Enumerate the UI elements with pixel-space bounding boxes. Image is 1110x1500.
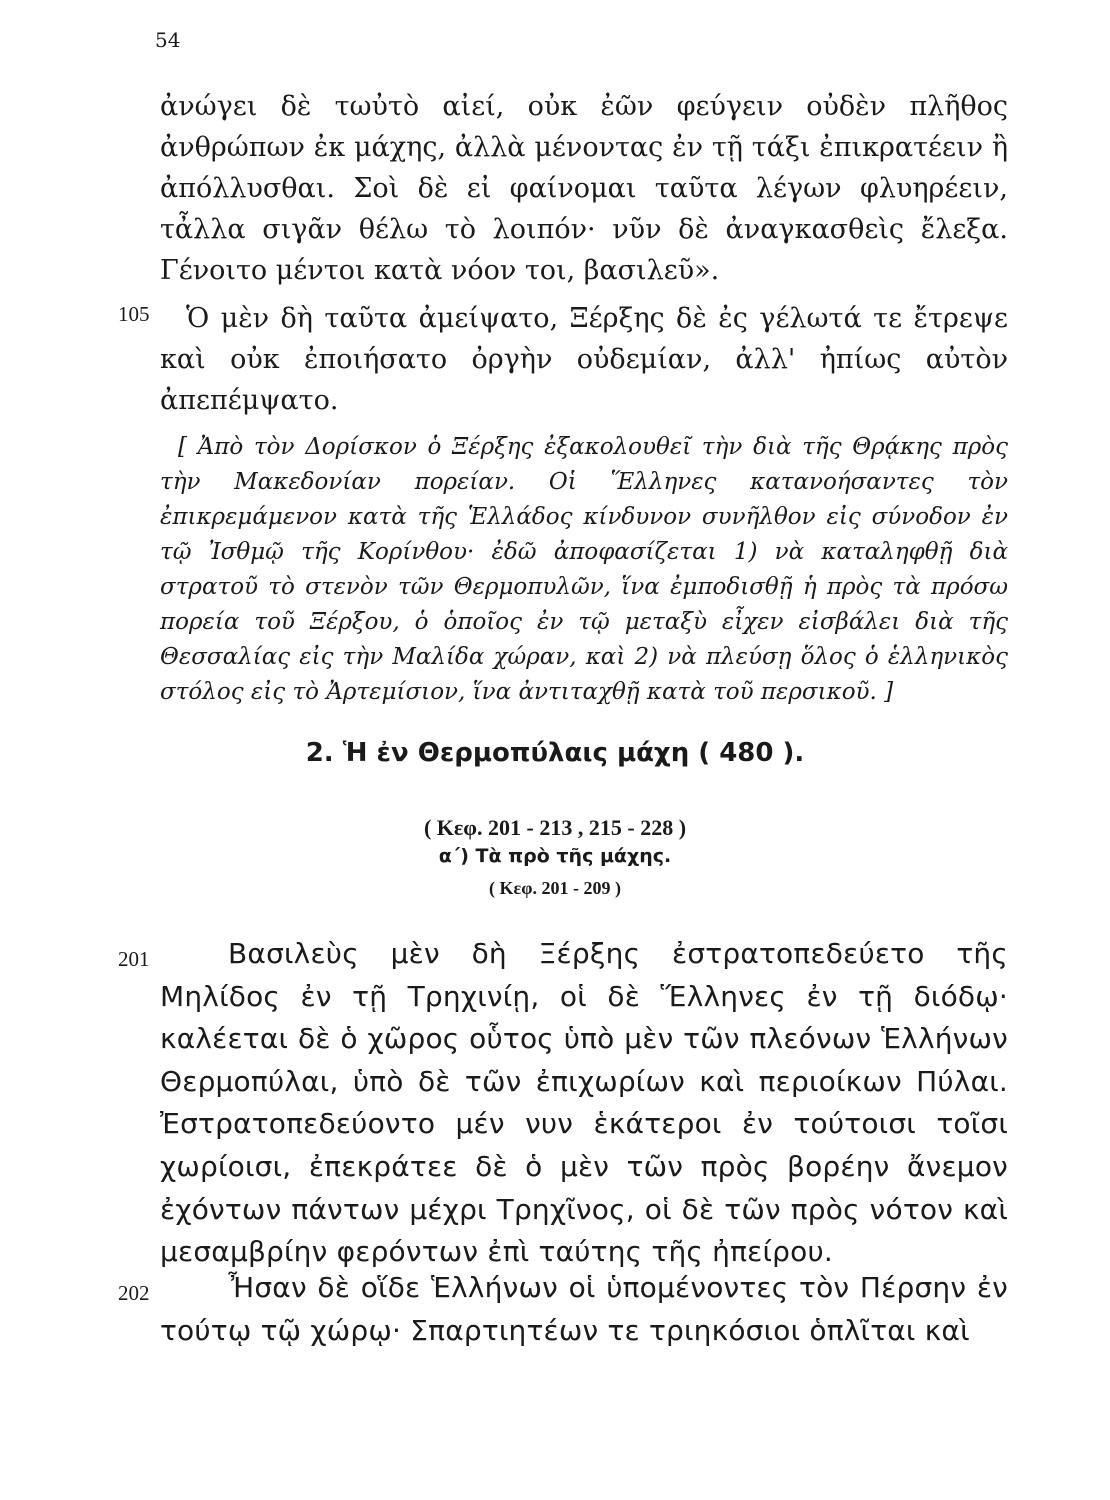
paragraph-202: Ἦσαν δὲ οἵδε Ἑλλήνων οἱ ὑπομένοντες τὸν Πέρσην ἐν τούτῳ τῷ χώρῳ· Σπαρτιητέων τε τριηκόσιοι ὁπλῖται καὶ	[160, 1271, 1008, 1347]
margin-number-105: 105	[118, 302, 150, 326]
paragraph-105: Ὁ μὲν δὴ ταῦτα ἀμείψατο, Ξέρξης δὲ ἐς γέλωτά τε ἔτρεψε καὶ οὐκ ἐποιήσατο ὀργὴν οὐδεμίαν, ἀλλ' ἠπίως αὐτὸν ἀπεπέμψατο.	[160, 303, 1008, 416]
section-chapters: ( Κεφ. 201 - 213 , 215 - 228 )	[423, 815, 687, 840]
subsection-title: α΄) Τὰ πρὸ τῆς μάχης.	[438, 845, 672, 867]
margin-number-201: 201	[118, 947, 150, 971]
paragraph-201: Βασιλεὺς μὲν δὴ Ξέρξης ἐστρατοπεδεύετο τῆς Μηλίδος ἐν τῇ Τρηχινίῃ, οἱ δὲ Ἕλληνες ἐν τῇ διόδῳ· καλέεται δὲ ὁ χῶρος οὗτος ὑπὸ μὲν τῶν πλεόνων Ἑλλήνων Θερμοπύλαι, ὑπὸ δὲ τῶν ἐπιχωρίων καὶ περιοίκων Πύλαι. Ἐστρατοπεδεύοντο μέν νυν ἑκάτεροι ἐν τούτοισι τοῖσι χωρίοισι, ἐπεκράτεε δὲ ὁ μὲν τῶν πρὸς βορέην ἄνεμον ἐχόντων πάντων μέχρι Τρηχῖνος, οἱ δὲ τῶν πρὸς νότον καὶ μεσαμβρίην φερόντων ἐπὶ ταύτης τῆς ἠπείρου.	[160, 937, 1008, 1269]
margin-number-202: 202	[118, 1281, 150, 1305]
section-title: 2. Ἡ ἐν Θερμοπύλαις μάχη ( 480 ).	[305, 738, 805, 768]
subsection-chapters: ( Κεφ. 201 - 209 )	[489, 878, 621, 898]
paragraph-continued: ἀνώγει δὲ τωὐτὸ αἰεί, οὐκ ἐῶν φεύγειν οὐδὲν πλῆθος ἀνθρώπων ἐκ μάχης, ἀλλὰ μένοντας ἐν τῇ τάξι ἐπικρατέειν ἢ ἀπόλλυσθαι. Σοὶ δὲ εἰ φαίνομαι ταῦτα λέγων φλυηρέειν, τἆλλα σιγᾶν θέλω τὸ λοιπόν· νῦν δὲ ἀναγκασθεὶς ἔλεξα. Γένοιτο μέντοι κατὰ νόον τοι, βασιλεῦ».	[160, 91, 1008, 286]
page-number: 54	[155, 28, 181, 52]
editor-note: [ Ἀπὸ τὸν Δορίσκον ὁ Ξέρξης ἐξακολουθεῖ τὴν διὰ τῆς Θρᾴκης πρὸς τὴν Μακεδονίαν πορείαν. Οἱ Ἕλληνες κατανοήσαντες τὸν ἐπικρεμάμενον κατὰ τῆς Ἑλλάδος κίνδυνον συνῆλθον εἰς σύνοδον ἐν τῷ Ἰσθμῷ τῆς Κορίνθου· ἐδῶ ἀποφασίζεται 1) νὰ καταληφθῇ διὰ στρατοῦ τὸ στενὸν τῶν Θερμοπυλῶν, ἵνα ἐμποδισθῇ ἡ πρὸς τὰ πρόσω πορεία τοῦ Ξέρξου, ὁ ὁποῖος ἐν τῷ μεταξὺ εἶχεν εἰσβάλει διὰ τῆς Θεσσαλίας εἰς τὴν Μαλίδα χώραν, καὶ 2) νὰ πλεύσῃ ὅλος ὁ ἑλληνικὸς στόλος εἰς τὸ Ἀρτεμίσιον, ἵνα ἀντιταχθῇ κατὰ τοῦ περσικοῦ. ]	[160, 434, 1008, 705]
